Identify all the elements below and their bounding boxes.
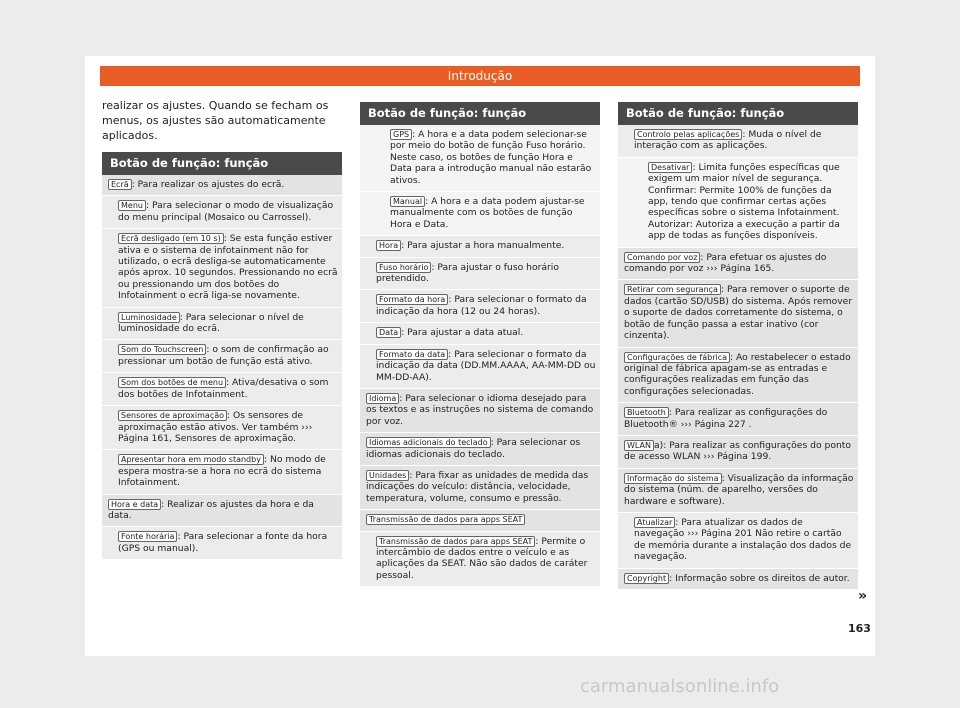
table-row bbox=[360, 389, 600, 433]
function-description: : Para ajustar a data atual. bbox=[401, 327, 524, 339]
intro-paragraph: realizar os ajustes. Quando se fecham os menus, os ajustes são automaticamente aplicados. bbox=[102, 99, 329, 142]
function-button-label: Comando por voz bbox=[624, 252, 700, 263]
rows-col1 bbox=[102, 175, 342, 560]
table-row bbox=[360, 236, 600, 257]
table-row bbox=[618, 403, 858, 436]
function-description: : Os sensores de aproximação estão ativos. Ver também ››› Página 161, Sensores de aproximação. bbox=[118, 410, 313, 444]
function-button-label: Transmissão de dados para apps SEAT bbox=[366, 514, 525, 525]
function-description: : Realizar os ajustes da hora e da data. bbox=[108, 498, 314, 521]
table-header: Botão de função: função bbox=[102, 152, 342, 175]
table-row bbox=[360, 433, 600, 466]
table-column-2 bbox=[360, 102, 600, 587]
table-row bbox=[102, 196, 342, 229]
function-description: : Para ajustar o fuso horário pretendido. bbox=[376, 261, 559, 285]
function-button-label: Configurações de fábrica bbox=[624, 352, 730, 363]
continue-mark: » bbox=[858, 588, 868, 604]
table-row bbox=[102, 527, 342, 560]
function-button-label: Hora bbox=[376, 240, 401, 251]
table-row bbox=[360, 192, 600, 236]
function-button-label: Hora e data bbox=[108, 499, 161, 510]
function-button-label: Som do Touchscreen bbox=[118, 344, 206, 355]
table-header: Botão de função: função bbox=[360, 102, 600, 125]
function-button-label: Idioma bbox=[366, 393, 399, 404]
function-button-label: Formato da data bbox=[376, 349, 448, 360]
watermark: carmanualsonline.info bbox=[580, 676, 780, 697]
function-button-label: WLAN bbox=[624, 440, 654, 451]
function-description: : Para realizar as configurações do Bluetooth® ››› Página 227 . bbox=[624, 407, 828, 430]
table-row bbox=[102, 450, 342, 494]
function-button-label: Desativar bbox=[648, 162, 692, 173]
function-button-label: Bluetooth bbox=[624, 407, 669, 418]
function-button-label: Informação do sistema bbox=[624, 473, 722, 484]
function-description: : Se esta função estiver ativa e o sistema de infotainment não for utilizado, o ecrã desliga-se automaticamente após aprox. 10 segundos. Pressionando no ecrã ou pressionando um dos botões do Infotainment o ecrã liga-se novamente. bbox=[118, 233, 338, 302]
function-button-label: Apresentar hora em modo standby bbox=[118, 454, 264, 465]
table-row bbox=[360, 532, 600, 588]
table-row bbox=[618, 248, 858, 281]
function-description: a): Para realizar as configurações do ponto de acesso WLAN ››› Página 199. bbox=[624, 439, 852, 463]
rows-col3 bbox=[618, 125, 858, 590]
function-description: : Ao restabelecer o estado original de fábrica apagam-se as entradas e configurações realizadas em função das configurações selecionadas. bbox=[624, 351, 851, 397]
function-description: : Muda o nível de interação com as aplicações. bbox=[634, 129, 822, 152]
table-row bbox=[618, 469, 858, 513]
function-description: : Para atualizar os dados de navegação ››› Página 201 Não retire o cartão de memória durante a instalação dos dados de navegação. bbox=[634, 516, 852, 563]
function-description: : Para selecionar os idiomas adicionais do teclado. bbox=[366, 437, 581, 460]
rows-col2 bbox=[360, 125, 600, 587]
table-row bbox=[618, 513, 858, 569]
table-row bbox=[360, 510, 600, 531]
table-row bbox=[102, 175, 342, 196]
function-description: : Para selecionar o formato da indicação da data (DD.MM.AAAA, AA-MM-DD ou MM-DD-AA). bbox=[376, 348, 596, 383]
function-button-label: Fuso horário bbox=[376, 262, 431, 273]
table-column-3 bbox=[618, 102, 858, 590]
function-description: : Para remover o suporte de dados (cartão SD/USB) do sistema. Após remover o suporte de dados corretamente do sistema, o botão de função passa a estar inativo (cor cinzenta). bbox=[624, 284, 853, 342]
function-description: : Para realizar os ajustes do ecrã. bbox=[131, 179, 285, 190]
function-description: : Para selecionar o idioma desejado para os textos e as instruções no sistema de comando por voz. bbox=[366, 392, 594, 427]
function-button-label: Retirar com segurança bbox=[624, 284, 721, 295]
table-row bbox=[102, 495, 342, 528]
function-button-label: Copyright bbox=[624, 573, 669, 584]
function-description: : No modo de espera mostra-se a hora no ecrã do sistema Infotainment. bbox=[118, 454, 326, 489]
table-row bbox=[102, 229, 342, 307]
function-button-label: Som dos botões de menu bbox=[118, 377, 226, 388]
table-row bbox=[618, 569, 858, 590]
chapter-banner: Introdução bbox=[100, 66, 860, 86]
function-button-label: Luminosidade bbox=[118, 312, 180, 323]
table-row bbox=[618, 125, 858, 158]
function-description: : Limita funções específicas que exigem um maior nível de segurança. Confirmar: Permite 100% de funções da app, tendo que confirmar certas ações específicas sobre o sistema Infotainment. Autorizar: Autoriza a execução a partir da app de todas as funções disponíveis. bbox=[648, 161, 840, 242]
table-row bbox=[618, 158, 858, 248]
table-row bbox=[618, 280, 858, 347]
function-button-label: Controlo pelas aplicações bbox=[634, 129, 742, 140]
function-button-label: Manual bbox=[390, 196, 425, 207]
function-description: : Para ajustar a hora manualmente. bbox=[401, 240, 565, 252]
table-row bbox=[102, 373, 342, 406]
function-description: : Informação sobre os direitos de autor. bbox=[669, 572, 850, 584]
function-description: : A hora e a data podem selecionar-se por meio do botão de função Fuso horário. Neste caso, os botões de função Hora e Data para a introdução manual não estarão ativos. bbox=[390, 129, 592, 186]
function-button-label: Sensores de aproximação bbox=[118, 410, 227, 421]
function-description: : Permite o intercâmbio de dados entre o veículo e as aplicações da SEAT. Não são dados de caráter pessoal. bbox=[376, 535, 588, 581]
page-number: 163 bbox=[848, 622, 871, 635]
function-button-label: Atualizar bbox=[634, 517, 675, 528]
function-button-label: Idiomas adicionais do teclado bbox=[366, 437, 491, 448]
function-button-label: Menu bbox=[118, 200, 146, 211]
function-description: : Para fixar as unidades de medida das indicações do veículo: distância, velocidade, temperatura, volume, consumo e pressão. bbox=[366, 469, 589, 504]
function-button-label: Fonte horária bbox=[118, 531, 177, 542]
function-description: : Para selecionar a fonte da hora (GPS ou manual). bbox=[118, 531, 328, 554]
function-button-label: Formato da hora bbox=[376, 294, 448, 305]
function-description: : Para selecionar o modo de visualização do menu principal (Mosaico ou Carrossel). bbox=[118, 200, 334, 223]
function-description: : A hora e a data podem ajustar-se manualmente com os botões de função Hora e Data. bbox=[390, 196, 585, 230]
function-button-label: Transmissão de dados para apps SEAT bbox=[376, 536, 535, 547]
function-description: : Ativa/desativa o som dos botões de Infotainment. bbox=[118, 377, 329, 400]
table-row bbox=[360, 125, 600, 192]
table-row bbox=[618, 348, 858, 404]
table-row bbox=[618, 436, 858, 469]
table-row bbox=[102, 406, 342, 450]
table-row bbox=[360, 258, 600, 291]
function-description: : o som de confirmação ao pressionar um botão de função está ativo. bbox=[118, 344, 329, 367]
table-header: Botão de função: função bbox=[618, 102, 858, 125]
function-description: : Para selecionar o formato da indicação da hora (12 ou 24 horas). bbox=[376, 294, 587, 317]
function-button-label: Ecrã desligado (em 10 s) bbox=[118, 233, 224, 244]
function-button-label: Data bbox=[376, 327, 401, 338]
function-button-label: Ecrã bbox=[108, 179, 132, 190]
table-column-1 bbox=[102, 152, 342, 560]
table-row bbox=[360, 290, 600, 323]
function-button-label: GPS bbox=[390, 129, 412, 140]
table-row bbox=[102, 308, 342, 341]
table-row bbox=[360, 466, 600, 510]
function-description: : Para efetuar os ajustes do comando por voz ››› Página 165. bbox=[624, 251, 827, 275]
function-description: : Visualização da informação do sistema (núm. de aparelho, versões do hardware e software). bbox=[624, 472, 854, 507]
function-description: : Para selecionar o nível de luminosidade do ecrã. bbox=[118, 311, 304, 335]
table-row bbox=[360, 323, 600, 344]
table-row bbox=[360, 345, 600, 389]
table-row bbox=[102, 340, 342, 373]
function-button-label: Unidades bbox=[366, 470, 409, 481]
